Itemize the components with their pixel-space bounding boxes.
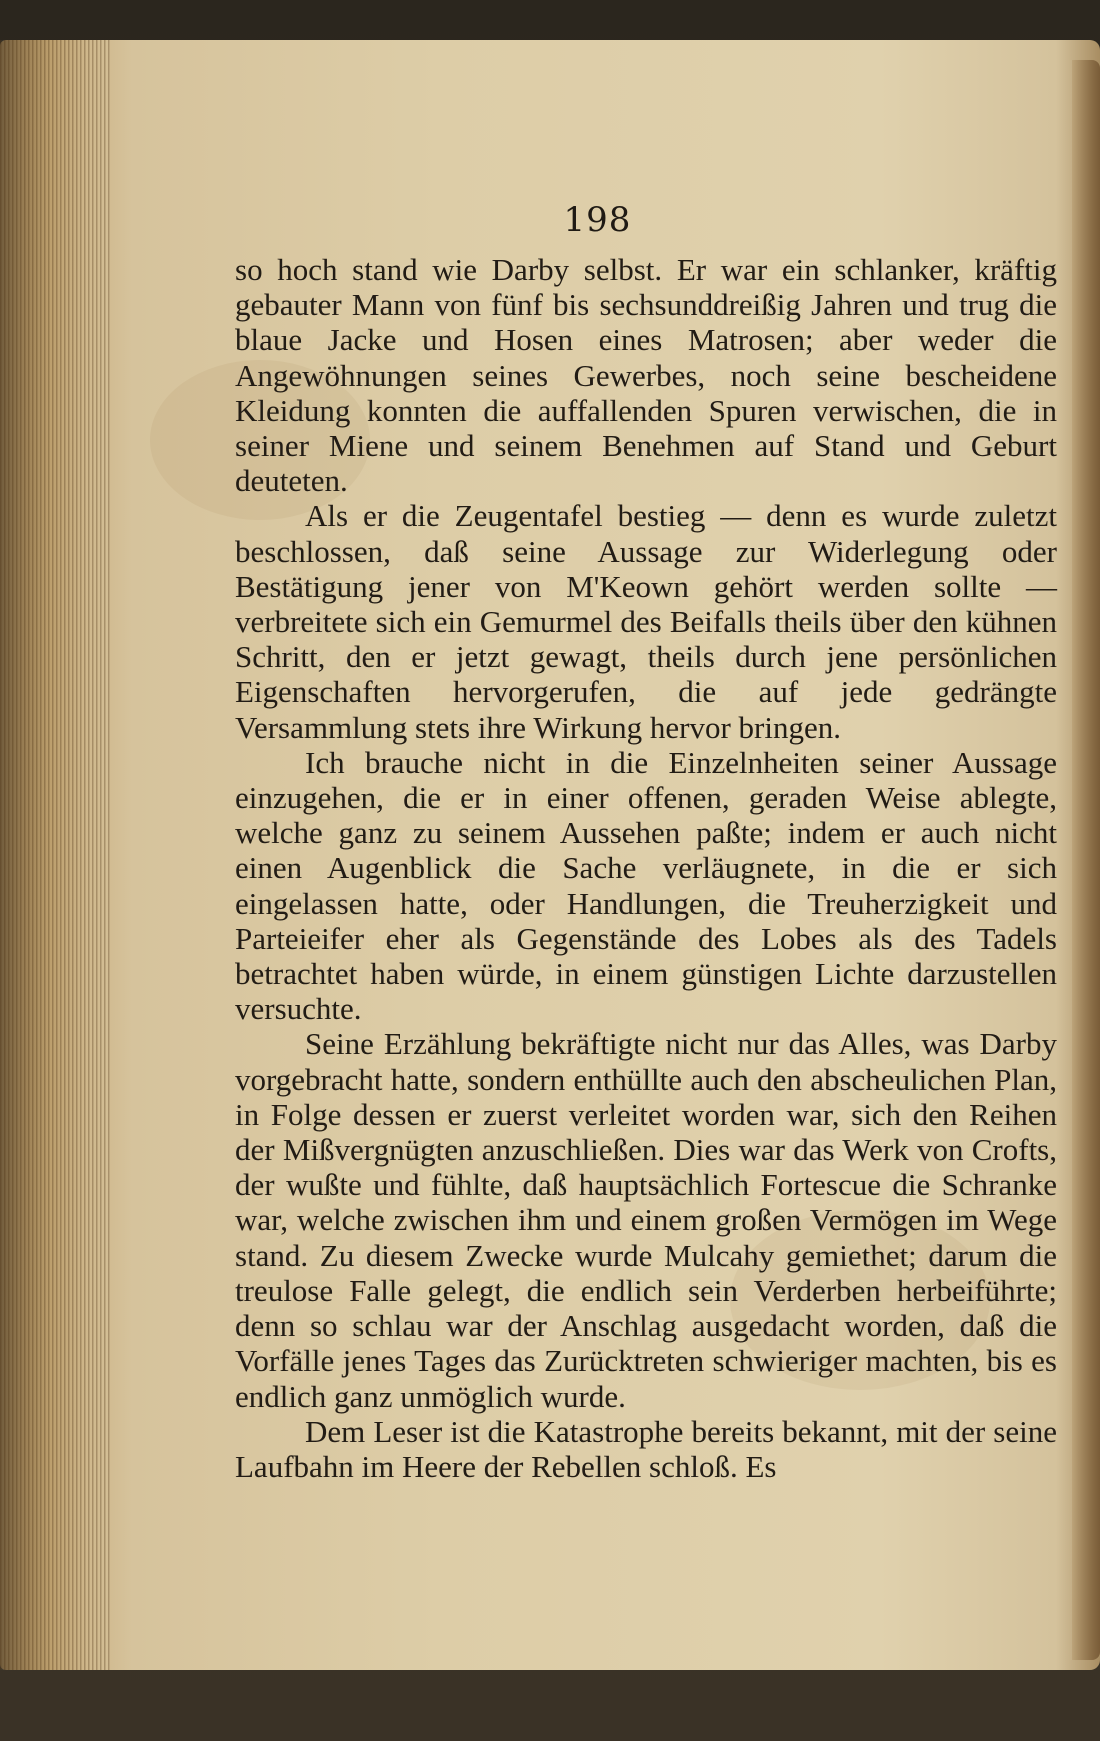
page-edges — [0, 40, 110, 1670]
paragraph: Seine Erzählung bekräftigte nicht nur das Alles, was Darby vorgebracht hatte, sondern enthüllte auch den abscheulichen Plan, in Folge dessen er zuerst verleitet worden war, sich den Reihen der Mißvergnügten anzuschließen. Dies war das Werk von Crofts, der wußte und fühlte, daß hauptsächlich Fortescue die Schranke war, welche zwischen ihm und einem großen Vermögen im Wege stand. Zu diesem Zwecke wurde Mulcahy gemiethet; darum die treulose Falle gelegt, die endlich sein Verderben herbeiführte; denn so schlau war der Anschlag ausgedacht worden, daß die Vorfälle jenes Tages das Zurücktreten schwieriger machten, bis es endlich ganz unmöglich wurde. — [235, 1026, 1057, 1414]
book-spread — [0, 40, 1100, 1670]
book-page — [110, 60, 1085, 1660]
body-text — [235, 252, 1057, 1484]
paragraph: so hoch stand wie Darby selbst. Er war ein schlanker, kräftig gebauter Mann von fünf bis sechsunddreißig Jahren und trug die blaue Jacke und Hosen eines Matrosen; aber weder die Angewöhnungen seines Gewerbes, noch seine bescheidene Kleidung konnten die auffallenden Spuren verwischen, die in seiner Miene und seinem Benehmen auf Stand und Geburt deuteten. — [235, 252, 1057, 499]
paragraph: Als er die Zeugentafel bestieg — denn es wurde zuletzt beschlossen, daß seine Aussage zur Widerlegung oder Bestätigung jener von M'Keown gehört werden sollte — verbreitete sich ein Gemurmel des Beifalls theils über den kühnen Schritt, den er jetzt gewagt, theils durch jene persönlichen Eigenschaften hervorgerufen, die auf jede gedrängte Versammlung stets ihre Wirkung hervor bringen. — [235, 498, 1057, 745]
paragraph: Ich brauche nicht in die Einzelnheiten seiner Aussage einzugehen, die er in einer offenen, geraden Weise ablegte, welche ganz zu seinem Aussehen paßte; indem er auch nicht einen Augenblick die Sache verläugnete, in die er sich eingelassen hatte, oder Handlungen, die Treuherzigkeit und Parteieifer eher als Gegenstände des Lobes als des Tadels betrachtet haben würde, in einem günstigen Lichte darzustellen versuchte. — [235, 744, 1057, 1027]
paragraph: Dem Leser ist die Katastrophe bereits bekannt, mit der seine Laufbahn im Heere der Rebellen schloß. Es — [235, 1413, 1057, 1484]
page-number: 198 — [563, 200, 632, 240]
